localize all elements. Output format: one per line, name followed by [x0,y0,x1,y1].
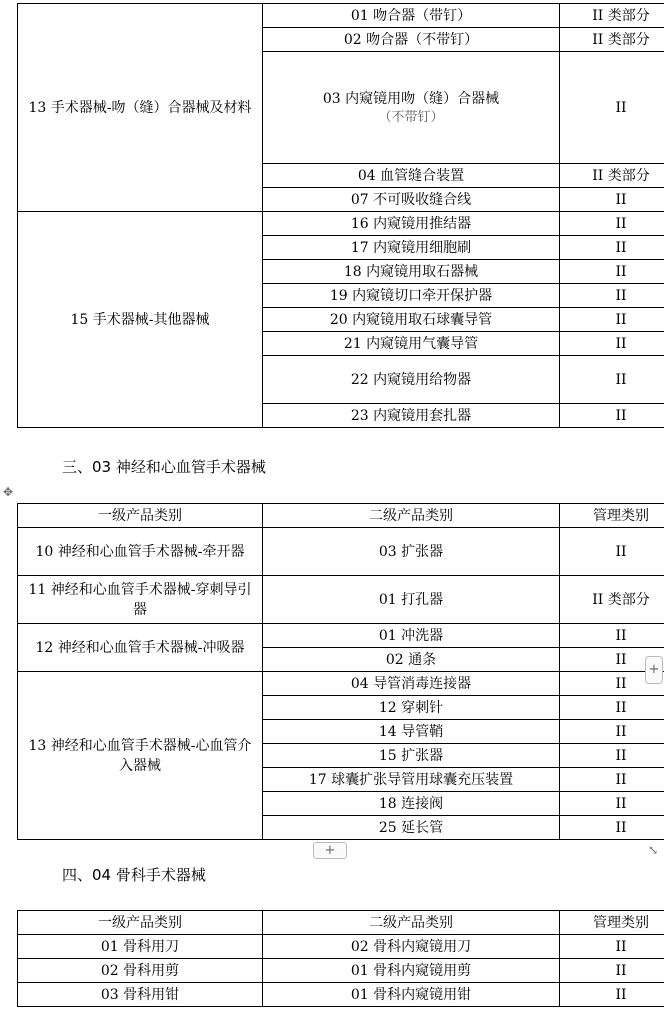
header-management-class: 管理类别 [560,504,664,528]
class-cell: II [560,624,664,648]
section-heading-neuro-cardio: 三、03 神经和心血管手术器械 [62,458,266,476]
table-row [18,624,664,648]
class-cell: II 类部分 [560,164,664,188]
item-cell: 18 连接阀 [263,792,560,816]
item-cell: 16 内窥镜用推结器 [263,212,560,236]
item-cell: 17 球囊扩张导管用球囊充压装置 [263,768,560,792]
class-cell: II [560,816,664,840]
add-row-button[interactable]: + [313,842,347,859]
class-cell: II [560,260,664,284]
item-cell: 20 内窥镜用取石球囊导管 [263,308,560,332]
class-cell: II [560,959,664,983]
item-cell: 01 吻合器（带钉） [263,4,560,28]
resize-icon[interactable]: ⤡ [647,843,659,857]
category-cell: 12 神经和心血管手术器械-冲吸器 [18,624,263,672]
surgical-instruments-table [17,3,664,428]
item-cell: 15 扩张器 [263,744,560,768]
table-row [18,983,664,1007]
item-cell: 01 冲洗器 [263,624,560,648]
header-primary-category: 一级产品类别 [18,911,263,935]
class-cell: II [560,648,664,672]
table-row [18,528,664,576]
class-cell: II [560,720,664,744]
class-cell: II [560,744,664,768]
category-cell: 01 骨科用刀 [18,935,263,959]
table-row [18,576,664,624]
move-icon[interactable]: ✥ [2,485,14,499]
item-cell: 17 内窥镜用细胞刷 [263,236,560,260]
category-cell: 10 神经和心血管手术器械-牵开器 [18,528,263,576]
category-cell: 13 神经和心血管手术器械-心血管介入器械 [18,672,263,840]
item-cell: 14 导管鞘 [263,720,560,744]
category-cell: 11 神经和心血管手术器械-穿刺导引器 [18,576,263,624]
header-management-class: 管理类别 [560,911,664,935]
class-cell: II [560,52,664,164]
class-cell: II [560,284,664,308]
item-cell: 25 延长管 [263,816,560,840]
item-cell: 04 血管缝合装置 [263,164,560,188]
class-cell: II [560,236,664,260]
table-row [18,212,664,236]
orthopedic-table [17,910,664,1007]
class-cell: II [560,696,664,720]
class-cell: II [560,188,664,212]
class-cell: II [560,983,664,1007]
category-cell: 03 骨科用钳 [18,983,263,1007]
class-cell: II [560,404,664,428]
header-secondary-category: 二级产品类别 [263,504,560,528]
class-cell: II [560,935,664,959]
table-row [18,4,664,28]
item-text: 03 内窥镜用吻（缝）合器械 [322,90,500,107]
section-heading-orthopedic: 四、04 骨科手术器械 [62,866,206,884]
class-cell: II [560,672,664,696]
item-cell: 19 内窥镜切口牵开保护器 [263,284,560,308]
header-primary-category: 一级产品类别 [18,504,263,528]
class-cell: II 类部分 [560,576,664,624]
item-cell: 02 骨科内窥镜用刀 [263,935,560,959]
class-cell: II [560,768,664,792]
category-cell: 13 手术器械-吻（缝）合器械及材料 [18,4,263,212]
class-cell: II [560,528,664,576]
item-cell: 21 内窥镜用气囊导管 [263,332,560,356]
item-note: （不带钉） [378,109,444,125]
item-cell: 18 内窥镜用取石器械 [263,260,560,284]
class-cell: II [560,792,664,816]
add-column-button[interactable]: + [645,656,663,684]
item-cell: 01 骨科内窥镜用剪 [263,959,560,983]
class-cell: II [560,308,664,332]
item-cell: 04 导管消毒连接器 [263,672,560,696]
table-row [18,935,664,959]
item-cell: 22 内窥镜用给物器 [263,356,560,404]
category-cell: 02 骨科用剪 [18,959,263,983]
class-cell: II [560,332,664,356]
item-cell: 02 吻合器（不带钉） [263,28,560,52]
class-cell: II 类部分 [560,4,664,28]
table-header-row [18,911,664,935]
item-cell: 07 不可吸收缝合线 [263,188,560,212]
item-cell [263,52,560,164]
item-cell: 01 打孔器 [263,576,560,624]
neuro-cardio-table [17,503,664,840]
class-cell: II 类部分 [560,28,664,52]
category-cell: 15 手术器械-其他器械 [18,212,263,428]
item-cell: 01 骨科内窥镜用钳 [263,983,560,1007]
table-header-row [18,504,664,528]
header-secondary-category: 二级产品类别 [263,911,560,935]
table-row [18,672,664,696]
class-cell: II [560,356,664,404]
class-cell: II [560,212,664,236]
item-cell: 12 穿刺针 [263,696,560,720]
item-cell: 03 扩张器 [263,528,560,576]
item-cell: 23 内窥镜用套扎器 [263,404,560,428]
item-cell: 02 通条 [263,648,560,672]
table-row [18,959,664,983]
